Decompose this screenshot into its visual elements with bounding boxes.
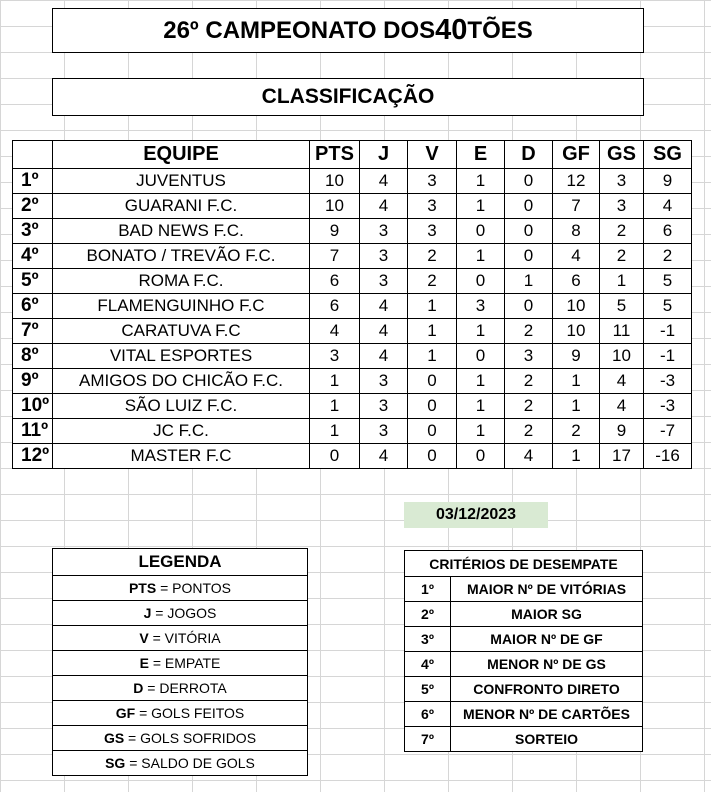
cell-games: 3 [360,219,408,244]
cell-goal-difference: 6 [644,219,692,244]
cell-goals-against: 1 [600,269,644,294]
criteria-position: 7º [405,727,451,752]
cell-wins: 0 [408,394,457,419]
table-row [13,369,692,394]
cell-points: 6 [310,294,360,319]
criteria-position: 4º [405,652,451,677]
cell-goals-against: 4 [600,369,644,394]
cell-team: JUVENTUS [53,169,310,194]
cell-wins: 1 [408,344,457,369]
table-row [13,269,692,294]
cell-goals-against: 17 [600,444,644,469]
header-points: PTS [310,141,360,169]
cell-position: 11º [13,419,53,444]
cell-position: 2º [13,194,53,219]
title-prefix: 26º CAMPEONATO DOS [163,16,436,44]
cell-draws: 1 [457,244,505,269]
cell-goal-difference: 4 [644,194,692,219]
legend-item [53,726,308,751]
criteria-row [405,577,643,602]
cell-games: 4 [360,344,408,369]
cell-points: 1 [310,394,360,419]
cell-goal-difference: 5 [644,294,692,319]
cell-games: 3 [360,419,408,444]
criteria-text: MAIOR Nº DE VITÓRIAS [451,577,643,602]
legend-meaning: = PONTOS [156,580,232,596]
cell-position: 12º [13,444,53,469]
cell-goals-for: 10 [553,319,600,344]
table-row [13,169,692,194]
cell-team: GUARANI F.C. [53,194,310,219]
legend-meaning: = SALDO DE GOLS [125,755,255,771]
cell-position: 3º [13,219,53,244]
criteria-text: MENOR Nº DE GS [451,652,643,677]
criteria-row [405,602,643,627]
cell-goals-for: 6 [553,269,600,294]
table-row [13,194,692,219]
cell-goal-difference: 5 [644,269,692,294]
table-row [13,444,692,469]
legend-row [53,726,308,751]
cell-team: AMIGOS DO CHICÃO F.C. [53,369,310,394]
cell-position: 4º [13,244,53,269]
cell-losses: 0 [505,194,553,219]
cell-position: 6º [13,294,53,319]
table-row [13,319,692,344]
criteria-row [405,652,643,677]
header-wins: V [408,141,457,169]
criteria-position: 1º [405,577,451,602]
cell-points: 7 [310,244,360,269]
criteria-row [405,677,643,702]
criteria-text: MAIOR SG [451,602,643,627]
cell-goals-for: 1 [553,444,600,469]
cell-position: 1º [13,169,53,194]
criteria-table [404,550,643,752]
legend-meaning: = GOLS FEITOS [135,705,245,721]
cell-games: 4 [360,169,408,194]
header-draws: E [457,141,505,169]
cell-goal-difference: -16 [644,444,692,469]
cell-wins: 0 [408,444,457,469]
cell-draws: 0 [457,219,505,244]
cell-losses: 0 [505,244,553,269]
cell-wins: 3 [408,194,457,219]
cell-games: 4 [360,294,408,319]
cell-games: 4 [360,319,408,344]
legend-row [53,651,308,676]
standings-body [13,169,692,469]
cell-goals-for: 1 [553,394,600,419]
cell-team: CARATUVA F.C [53,319,310,344]
page-title [52,8,644,53]
cell-losses: 2 [505,369,553,394]
legend-row [53,701,308,726]
cell-wins: 2 [408,244,457,269]
cell-points: 1 [310,369,360,394]
cell-position: 10º [13,394,53,419]
legend-abbr: V [139,630,149,646]
table-row [13,419,692,444]
cell-draws: 1 [457,419,505,444]
criteria-position: 5º [405,677,451,702]
standings-header [13,141,692,169]
header-position [13,141,53,169]
legend-item [53,626,308,651]
criteria-title: CRITÉRIOS DE DESEMPATE [405,551,643,577]
cell-team: BAD NEWS F.C. [53,219,310,244]
legend-abbr: E [139,655,149,671]
title-suffix: TÕES [467,16,533,44]
criteria-row [405,727,643,752]
cell-wins: 3 [408,169,457,194]
legend-abbr: J [143,605,152,621]
cell-points: 10 [310,194,360,219]
cell-team: SÃO LUIZ F.C. [53,394,310,419]
table-row [13,344,692,369]
cell-team: VITAL ESPORTES [53,344,310,369]
legend-item [53,751,308,776]
header-goal-difference: SG [644,141,692,169]
cell-team: JC F.C. [53,419,310,444]
header-games: J [360,141,408,169]
section-subtitle [52,78,644,116]
cell-wins: 0 [408,419,457,444]
cell-losses: 0 [505,219,553,244]
criteria-row [405,627,643,652]
criteria-body [405,577,643,752]
date-text: 03/12/2023 [435,506,517,523]
legend-row [53,676,308,701]
legend-meaning: = GOLS SOFRIDOS [124,730,257,746]
cell-goals-for: 2 [553,419,600,444]
legend-row [53,601,308,626]
cell-games: 4 [360,194,408,219]
cell-goals-against: 3 [600,194,644,219]
cell-team: MASTER F.C [53,444,310,469]
criteria-text: CONFRONTO DIRETO [451,677,643,702]
cell-points: 3 [310,344,360,369]
cell-points: 6 [310,269,360,294]
cell-goals-against: 10 [600,344,644,369]
cell-position: 5º [13,269,53,294]
criteria-position: 2º [405,602,451,627]
cell-losses: 3 [505,344,553,369]
cell-wins: 2 [408,269,457,294]
cell-goals-against: 3 [600,169,644,194]
legend-meaning: = DERROTA [143,680,227,696]
cell-goal-difference: 2 [644,244,692,269]
legend-item [53,576,308,601]
legend-item [53,676,308,701]
cell-draws: 0 [457,444,505,469]
cell-goals-for: 8 [553,219,600,244]
subtitle-text: CLASSIFICAÇÃO [261,85,435,108]
cell-team: ROMA F.C. [53,269,310,294]
cell-goal-difference: 9 [644,169,692,194]
cell-games: 3 [360,244,408,269]
table-row [13,294,692,319]
legend-table [52,548,308,776]
header-losses: D [505,141,553,169]
cell-wins: 3 [408,219,457,244]
cell-losses: 2 [505,319,553,344]
legend-abbr: GS [103,730,125,746]
criteria-text: MENOR Nº DE CARTÕES [451,702,643,727]
cell-losses: 1 [505,269,553,294]
legend-row [53,751,308,776]
criteria-text: SORTEIO [451,727,643,752]
legend-item [53,701,308,726]
cell-points: 1 [310,419,360,444]
title-number: 40 [435,14,468,46]
cell-team: BONATO / TREVÃO F.C. [53,244,310,269]
cell-losses: 0 [505,169,553,194]
cell-goal-difference: -7 [644,419,692,444]
cell-draws: 1 [457,194,505,219]
cell-losses: 2 [505,394,553,419]
criteria-row [405,702,643,727]
cell-draws: 1 [457,169,505,194]
legend-row [53,626,308,651]
cell-goal-difference: -1 [644,344,692,369]
cell-losses: 4 [505,444,553,469]
cell-games: 4 [360,444,408,469]
cell-team: FLAMENGUINHO F.C [53,294,310,319]
cell-games: 3 [360,369,408,394]
cell-draws: 0 [457,269,505,294]
legend-abbr: GF [115,705,136,721]
cell-points: 10 [310,169,360,194]
cell-points: 9 [310,219,360,244]
legend-row [53,576,308,601]
cell-goals-for: 10 [553,294,600,319]
legend-meaning: = EMPATE [148,655,221,671]
criteria-text: MAIOR Nº DE GF [451,627,643,652]
cell-goal-difference: -3 [644,369,692,394]
cell-goal-difference: -1 [644,319,692,344]
legend-abbr: PTS [128,580,157,596]
header-goals-against: GS [600,141,644,169]
cell-wins: 0 [408,369,457,394]
cell-goals-against: 2 [600,244,644,269]
cell-draws: 0 [457,344,505,369]
cell-goals-for: 12 [553,169,600,194]
legend-abbr: D [133,680,144,696]
date-badge [404,502,548,528]
legend-meaning: = JOGOS [151,605,217,621]
cell-wins: 1 [408,319,457,344]
cell-points: 4 [310,319,360,344]
cell-goals-against: 2 [600,219,644,244]
cell-goals-against: 11 [600,319,644,344]
cell-draws: 3 [457,294,505,319]
cell-goals-for: 9 [553,344,600,369]
cell-position: 8º [13,344,53,369]
cell-goals-for: 7 [553,194,600,219]
cell-position: 7º [13,319,53,344]
cell-goals-against: 4 [600,394,644,419]
cell-games: 3 [360,269,408,294]
cell-goals-for: 1 [553,369,600,394]
legend-body [53,576,308,776]
cell-games: 3 [360,394,408,419]
cell-draws: 1 [457,319,505,344]
criteria-position: 6º [405,702,451,727]
table-row [13,219,692,244]
cell-draws: 1 [457,394,505,419]
cell-goals-for: 4 [553,244,600,269]
legend-item [53,601,308,626]
cell-goal-difference: -3 [644,394,692,419]
cell-draws: 1 [457,369,505,394]
cell-losses: 0 [505,294,553,319]
legend-abbr: SG [105,755,126,771]
table-row [13,244,692,269]
criteria-position: 3º [405,627,451,652]
header-goals-for: GF [553,141,600,169]
legend-item [53,651,308,676]
table-row [13,394,692,419]
cell-position: 9º [13,369,53,394]
legend-title: LEGENDA [53,549,308,576]
cell-goals-against: 9 [600,419,644,444]
header-team: EQUIPE [53,141,310,169]
cell-wins: 1 [408,294,457,319]
legend-meaning: = VITÓRIA [148,630,221,646]
cell-losses: 2 [505,419,553,444]
cell-points: 0 [310,444,360,469]
standings-table [12,140,692,469]
cell-goals-against: 5 [600,294,644,319]
